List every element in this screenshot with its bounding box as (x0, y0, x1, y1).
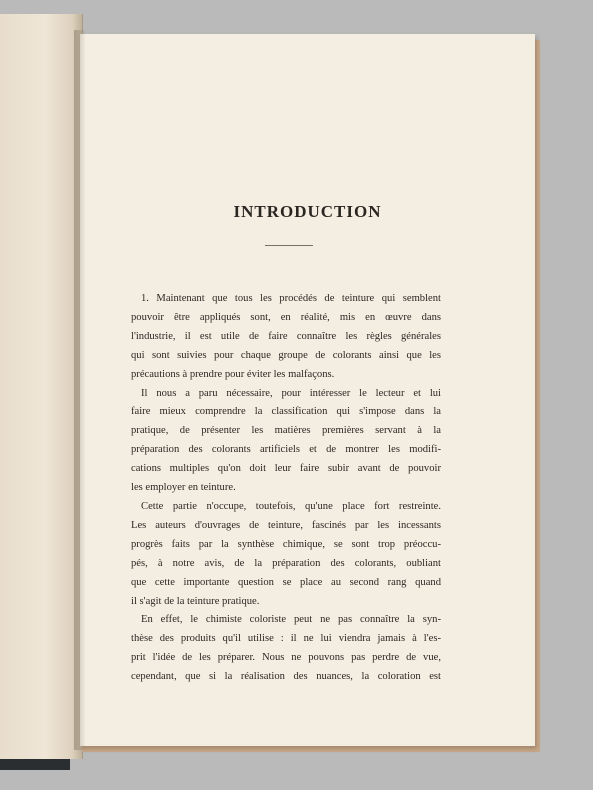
body-text (131, 290, 441, 687)
text-line: cations multiples qu'on doit leur faire subir avant de pouvoir (131, 463, 441, 475)
text-line: progrès faits par la synthèse chimique, se sont trop préoccu- (131, 538, 441, 550)
text-line: préparation des colorants artificiels et de montrer les modifi- (131, 444, 441, 456)
text-line: Les auteurs d'ouvrages de teinture, fascinés par les incessants (131, 519, 441, 531)
text-line: pratique, de présenter les matières premières servant à la (131, 425, 441, 437)
text-line: 1. Maintenant que tous les procédés de teinture qui semblent (141, 293, 441, 304)
text-line: prit l'idée de les préparer. Nous ne pouvons pas perdre de vue, (131, 652, 441, 664)
text-line: précautions à prendre pour éviter les malfaçons. (131, 368, 335, 380)
text-line: pés, à notre avis, de la préparation des colorants, oubliant (131, 557, 441, 569)
page-title: INTRODUCTION (233, 202, 382, 221)
text-line: thèse des produits qu'il utilise : il ne lui viendra jamais à l'es- (131, 633, 441, 645)
left-page (0, 14, 83, 759)
gutter-shadow (74, 30, 86, 750)
text-line: faire mieux comprendre la classification qui s'impose dans la (131, 406, 441, 418)
text-line: cependant, que si la réalisation des nuances, la coloration est (131, 671, 441, 683)
text-line: qui sont suivies pour chaque groupe de colorants ainsi que les (131, 349, 441, 361)
text-line: que cette importante question se place au second rang quand (131, 576, 441, 588)
text-line: Il nous a paru nécessaire, pour intéresser le lecteur et lui (141, 387, 441, 399)
text-line: pouvoir être appliqués sont, en réalité, mis en œuvre dans (131, 311, 441, 323)
text-line: Cette partie n'occupe, toutefois, qu'une place fort restreinte. (141, 500, 441, 512)
text-line: les employer en teinture. (131, 482, 236, 494)
text-line: En effet, le chimiste coloriste peut ne pas connaître la syn- (141, 614, 441, 626)
title-divider (265, 245, 313, 246)
text-line: il s'agit de la teinture pratique. (131, 595, 260, 607)
right-page (80, 34, 535, 746)
text-line: l'industrie, il est utile de faire connaître les règles générales (131, 330, 441, 342)
